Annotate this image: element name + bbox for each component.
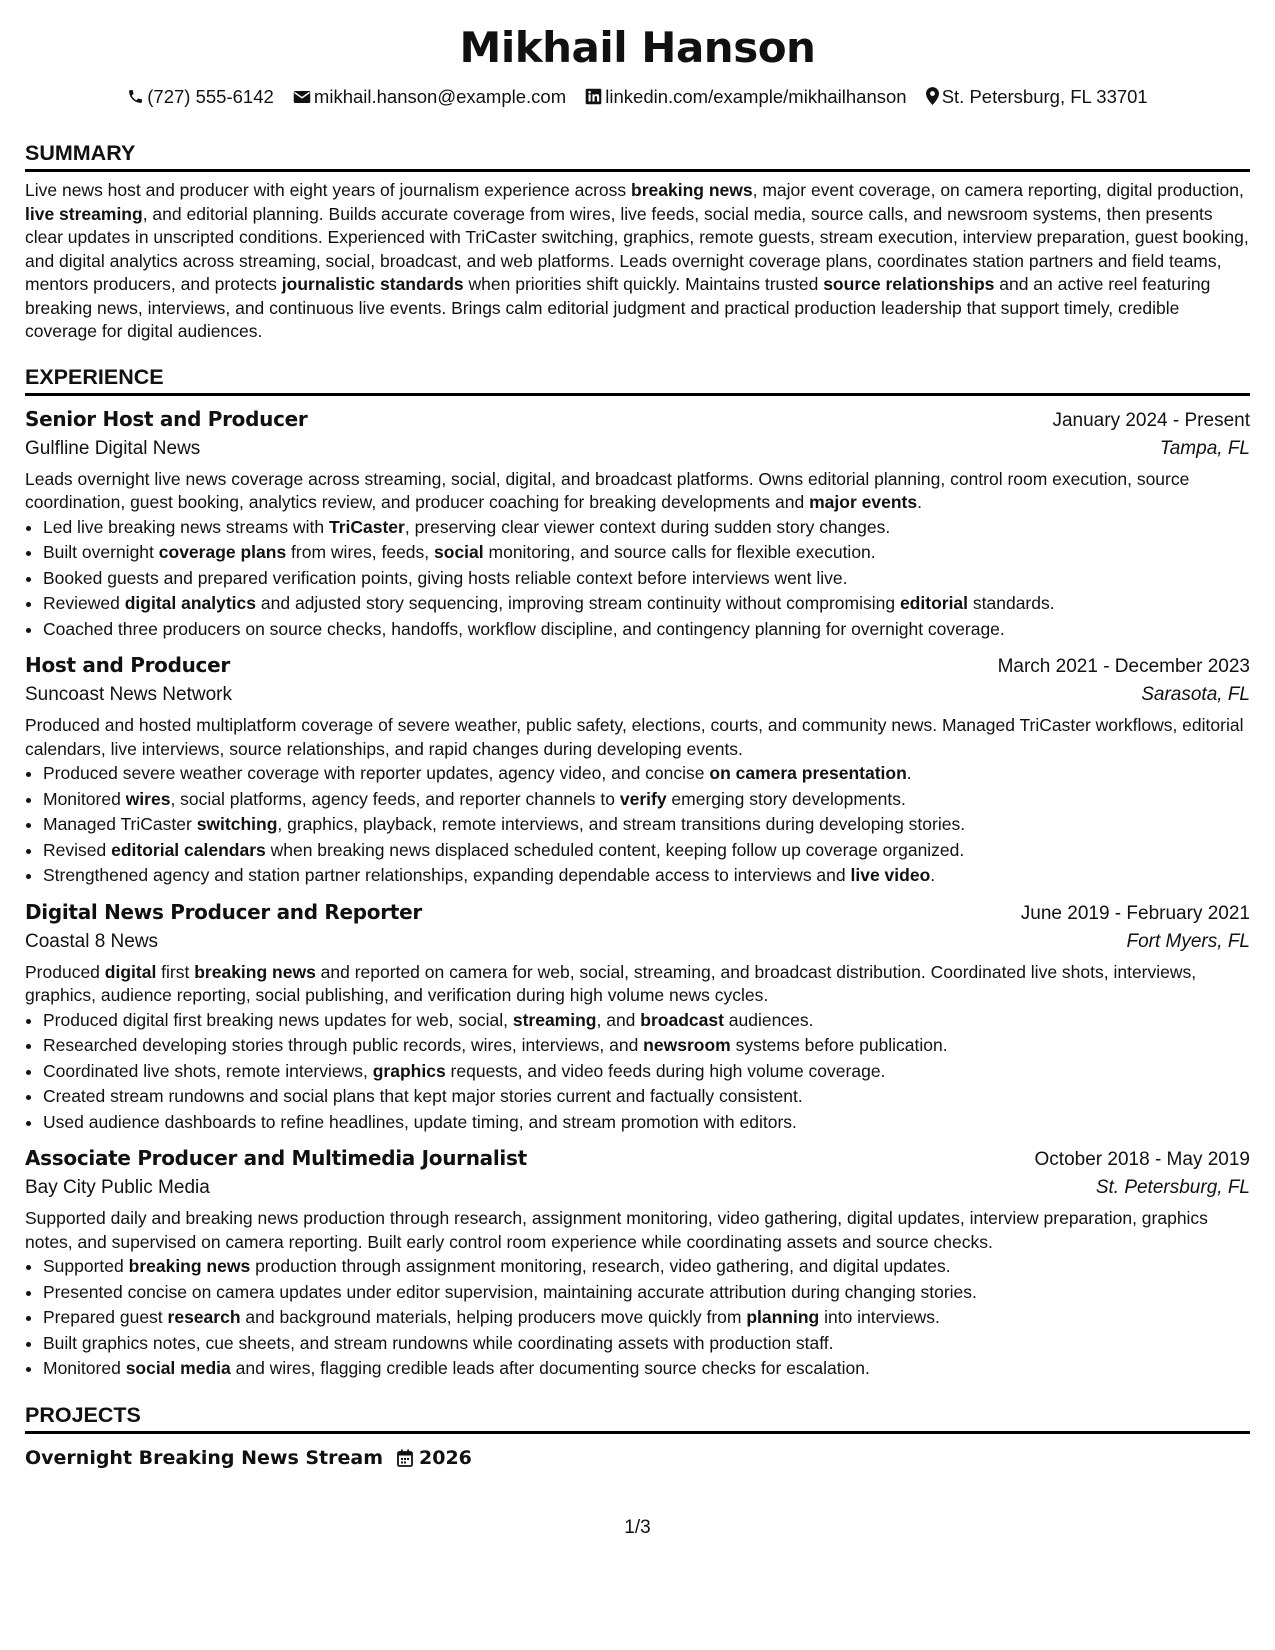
map-pin-icon [926, 87, 939, 105]
phone-text: (727) 555-6142 [147, 86, 274, 107]
bullet-item [43, 787, 1250, 813]
mail-icon [293, 89, 311, 105]
phone-icon [127, 88, 144, 105]
emphasis-text: on camera presentation [709, 763, 907, 783]
bullet-item [43, 591, 1250, 617]
bullet-item [43, 540, 1250, 566]
text-run: into interviews. [819, 1307, 940, 1327]
job-entry [25, 650, 1250, 889]
text-run: and an active reel featuring breaking news, interviews, and continuous live events. Brings calm editorial judgment and practical production leadership that support timely, credible coverage for digital audiences. [25, 274, 1211, 341]
contact-email[interactable] [293, 84, 566, 110]
emphasis-text: live video [850, 865, 931, 885]
calendar-icon [397, 1449, 413, 1467]
text-run: , graphics, playback, remote interviews, and stream transitions during developing stories. [277, 814, 966, 834]
job-location: Fort Myers, FL [1126, 930, 1250, 952]
text-run: Monitored [43, 788, 126, 809]
text-run: first [156, 961, 195, 982]
text-run: Produced and hosted multiplatform coverage of severe weather, public safety, elections, courts, and community news. Managed TriCaster workflows, editorial calendars, live interviews, source relationships, and rapid changes during developing events. [25, 715, 1244, 759]
candidate-name: Mikhail Hanson [459, 23, 816, 72]
job-dates: October 2018 - May 2019 [1034, 1149, 1250, 1170]
text-run: , social platforms, agency feeds, and reporter channels to [170, 788, 620, 809]
text-run: Produced [25, 961, 105, 982]
text-run: Coordinated live shots, remote interviews, [43, 1060, 373, 1081]
text-run: systems before publication. [730, 1035, 948, 1055]
emphasis-text: graphics [372, 1060, 446, 1081]
bullet-item [43, 1280, 1250, 1306]
text-run: Presented concise on camera updates under editor supervision, maintaining accurate attribution during changing stories. [43, 1281, 977, 1302]
emphasis-text: social [434, 542, 484, 562]
job-title: Digital News Producer and Reporter [25, 899, 422, 924]
job-header [25, 897, 1250, 927]
section-heading-projects: PROJECTS [25, 1402, 1250, 1434]
text-run: when priorities shift quickly. Maintains trusted [463, 274, 824, 294]
bullet-item [43, 515, 1250, 541]
emphasis-text: wires [125, 788, 171, 809]
text-run: . [917, 492, 922, 512]
text-run: Booked guests and prepared verification points, giving hosts reliable context before interviews went live. [43, 567, 848, 588]
text-run: Built overnight [43, 542, 159, 562]
job-header [25, 1143, 1250, 1173]
text-run: Revised [43, 839, 112, 860]
job-company: Coastal 8 News [25, 930, 159, 952]
text-run: production through assignment monitoring, research, video gathering, and digital updates. [250, 1256, 951, 1276]
text-run: Produced digital first breaking news updates for web, social, [43, 1009, 513, 1030]
job-subheader [25, 680, 1250, 710]
section-heading-summary: SUMMARY [25, 140, 1250, 172]
project-item [25, 1444, 1250, 1472]
job-entry [25, 1143, 1250, 1382]
text-run: Produced severe weather coverage with reporter updates, agency video, and concise [43, 763, 710, 783]
bullet-item [43, 838, 1250, 864]
job-header [25, 650, 1250, 680]
emphasis-text: live streaming [25, 203, 143, 224]
emphasis-text: breaking news [128, 1256, 251, 1276]
linkedin-text: linkedin.com/example/mikhailhanson [605, 86, 907, 107]
text-run: Coached three producers on source checks, handoffs, workflow discipline, and contingency planning for overnight coverage. [43, 618, 1005, 639]
bullet-item [43, 1084, 1250, 1110]
emphasis-text: editorial [899, 593, 969, 613]
contact-bar [25, 84, 1250, 110]
emphasis-text: source relationships [823, 274, 995, 294]
text-run: requests, and video feeds during high volume coverage. [445, 1060, 886, 1081]
text-run: Used audience dashboards to refine headlines, update timing, and stream promotion with editors. [43, 1111, 797, 1132]
job-description [25, 468, 1250, 515]
job-subheader [25, 927, 1250, 957]
job-bullets [25, 1254, 1250, 1382]
emphasis-text: switching [196, 814, 278, 834]
emphasis-text: breaking news [631, 180, 753, 200]
contact-location [926, 84, 1148, 110]
bullet-item [43, 863, 1250, 889]
emphasis-text: digital [104, 961, 157, 982]
emphasis-text: planning [746, 1307, 820, 1327]
text-run: Reviewed [43, 593, 125, 613]
text-run: , and [596, 1009, 641, 1030]
text-run: Created stream rundowns and social plans that kept major stories current and factually consistent. [43, 1086, 803, 1106]
emphasis-text: TriCaster [328, 516, 405, 537]
job-dates: June 2019 - February 2021 [1020, 902, 1250, 924]
contact-linkedin[interactable] [585, 84, 906, 110]
job-dates: March 2021 - December 2023 [997, 656, 1250, 677]
section-heading-experience: EXPERIENCE [25, 364, 1250, 396]
page-number: 1/3 [624, 1517, 651, 1538]
bullet-item [43, 1008, 1250, 1034]
emphasis-text: broadcast [640, 1009, 724, 1030]
job-location: St. Petersburg, FL [1095, 1177, 1250, 1198]
text-run: Prepared guest [43, 1307, 168, 1327]
bullet-item [43, 566, 1250, 592]
job-entry [25, 897, 1250, 1136]
job-bullets [25, 515, 1250, 643]
bullet-item [43, 1059, 1250, 1085]
text-run: , preserving clear viewer context during sudden story changes. [404, 516, 891, 537]
emphasis-text: verify [619, 788, 667, 809]
text-run: . [906, 763, 912, 783]
text-run: and adjusted story sequencing, improving stream continuity without compromising [256, 593, 900, 613]
emphasis-text: digital analytics [124, 593, 257, 613]
project-year: 2026 [419, 1446, 472, 1469]
text-run: Monitored [43, 1358, 126, 1378]
text-run: and wires, flagging credible leads after documenting source checks for escalation. [230, 1358, 870, 1378]
bullet-item [43, 1331, 1250, 1357]
job-location: Sarasota, FL [1141, 684, 1250, 705]
bullet-item [43, 1356, 1250, 1382]
text-run: Managed TriCaster [43, 814, 197, 834]
text-run: and background materials, helping producers move quickly from [240, 1307, 747, 1327]
job-title: Host and Producer [25, 653, 230, 677]
text-run: audiences. [723, 1009, 814, 1030]
job-bullets [25, 1008, 1250, 1136]
linkedin-icon [585, 88, 602, 105]
job-company: Bay City Public Media [25, 1177, 210, 1198]
job-title: Associate Producer and Multimedia Journalist [25, 1146, 527, 1170]
bullet-item [43, 617, 1250, 643]
job-subheader [25, 1173, 1250, 1203]
job-company: Suncoast News Network [25, 684, 232, 705]
text-run: Researched developing stories through public records, wires, interviews, and [43, 1035, 644, 1055]
text-run: . [930, 865, 936, 885]
bullet-item [43, 1254, 1250, 1280]
project-name: Overnight Breaking News Stream [25, 1446, 384, 1469]
emphasis-text: breaking news [194, 961, 316, 982]
emphasis-text: editorial calendars [111, 839, 266, 860]
text-run: monitoring, and source calls for flexible execution. [483, 542, 876, 562]
emphasis-text: journalistic standards [281, 274, 464, 294]
text-run: when breaking news displaced scheduled content, keeping follow up coverage organized. [265, 839, 965, 860]
text-run: Live news host and producer with eight years of journalism experience across [25, 180, 632, 200]
bullet-item [43, 812, 1250, 838]
text-run: emerging story developments. [666, 788, 906, 809]
emphasis-text: coverage plans [158, 542, 287, 562]
job-description [25, 961, 1250, 1008]
emphasis-text: newsroom [643, 1035, 731, 1055]
bullet-item [43, 1110, 1250, 1136]
resume-page [25, 0, 1250, 1650]
text-run: Strengthened agency and station partner relationships, expanding dependable access to interviews and [43, 865, 851, 885]
emphasis-text: streaming [512, 1009, 597, 1030]
text-run: Built graphics notes, cue sheets, and stream rundowns while coordinating assets with production staff. [43, 1332, 834, 1353]
job-entry [25, 404, 1250, 643]
emphasis-text: research [167, 1307, 241, 1327]
text-run: standards. [968, 593, 1055, 613]
job-subheader [25, 434, 1250, 464]
emphasis-text: major events [809, 492, 918, 512]
text-run: Leads overnight live news coverage across streaming, social, digital, and broadcast platforms. Owns editorial planning, control room execution, source coordination, guest booking, analytics review, and producer coaching for breaking developments and [25, 468, 1190, 512]
text-run: from wires, feeds, [286, 542, 435, 562]
job-description [25, 714, 1250, 761]
text-run: Supported daily and breaking news production through research, assignment monitoring, video gathering, digital updates, interview preparation, graphics notes, and supervised on camera reporting. Built early control room experience while coordinating assets and source checks. [25, 1208, 1208, 1252]
text-run: , major event coverage, on camera reporting, digital production, [752, 180, 1244, 200]
text-run: , and editorial planning. Builds accurate coverage from wires, live feeds, social media, source calls, and newsroom systems, then presents clear updates in unscripted conditions. Experienced with TriCaster switching, graphics, remote guests, stream execution, interview preparation, guest booking, and digital analytics across streaming, social, broadcast, and web platforms. Leads overnight coverage plans, coordinates station partners and field teams, mentors producers, and protects [25, 203, 1249, 294]
job-company: Gulfline Digital News [25, 437, 201, 459]
text-run: Led live breaking news streams with [43, 516, 329, 537]
bullet-item [43, 761, 1250, 787]
job-title: Senior Host and Producer [25, 406, 308, 431]
location-text: St. Petersburg, FL 33701 [941, 86, 1148, 107]
text-run: Supported [43, 1256, 129, 1276]
job-dates: January 2024 - Present [1052, 409, 1250, 431]
text-run: and reported on camera for web, social, streaming, and broadcast distribution. Coordinated live shots, interviews, graphics, audience reporting, social publishing, and verification during high volume news cycles. [25, 961, 1197, 1005]
emphasis-text: social media [125, 1358, 231, 1378]
email-text: mikhail.hanson@example.com [313, 86, 567, 107]
job-description [25, 1207, 1250, 1254]
experience-list [25, 404, 1250, 1382]
bullet-item [43, 1033, 1250, 1059]
contact-phone[interactable] [127, 84, 274, 110]
job-header [25, 404, 1250, 434]
job-location: Tampa, FL [1159, 437, 1250, 459]
summary-paragraph [25, 179, 1250, 344]
job-bullets [25, 761, 1250, 889]
bullet-item [43, 1305, 1250, 1331]
